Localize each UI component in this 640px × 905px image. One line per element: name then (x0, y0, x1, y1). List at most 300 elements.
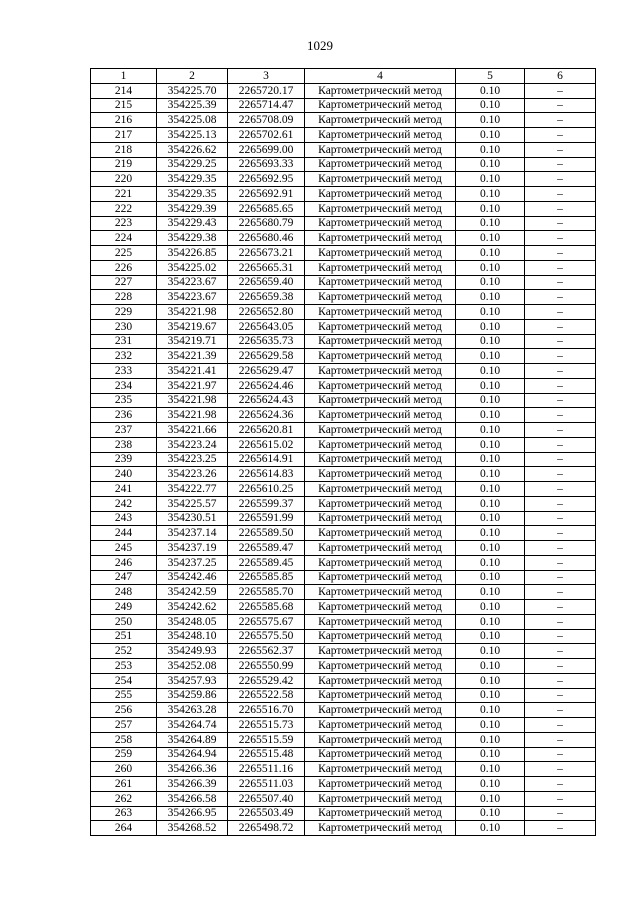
y-coordinate-cell: 2265589.45 (228, 555, 305, 570)
y-coordinate-cell: 2265511.16 (228, 762, 305, 777)
point-number-cell: 224 (91, 231, 157, 246)
accuracy-cell: 0.10 (456, 541, 525, 556)
table-row (91, 231, 596, 246)
table-row (91, 260, 596, 275)
method-cell: Картометрический метод (305, 378, 456, 393)
y-coordinate-cell: 2265635.73 (228, 334, 305, 349)
accuracy-cell: 0.10 (456, 703, 525, 718)
method-cell: Картометрический метод (305, 600, 456, 615)
point-number-cell: 228 (91, 290, 157, 305)
note-cell: – (525, 555, 596, 570)
table-row (91, 747, 596, 762)
note-cell: – (525, 747, 596, 762)
y-coordinate-cell: 2265680.79 (228, 216, 305, 231)
accuracy-cell: 0.10 (456, 526, 525, 541)
note-cell: – (525, 349, 596, 364)
point-number-cell: 254 (91, 673, 157, 688)
note-cell: – (525, 423, 596, 438)
table-row (91, 688, 596, 703)
accuracy-cell: 0.10 (456, 570, 525, 585)
y-coordinate-cell: 2265550.99 (228, 659, 305, 674)
point-number-cell: 223 (91, 216, 157, 231)
accuracy-cell: 0.10 (456, 98, 525, 113)
point-number-cell: 248 (91, 585, 157, 600)
y-coordinate-cell: 2265585.85 (228, 570, 305, 585)
point-number-cell: 245 (91, 541, 157, 556)
method-cell: Картометрический метод (305, 290, 456, 305)
x-coordinate-cell: 354229.35 (157, 187, 228, 202)
x-coordinate-cell: 354226.85 (157, 246, 228, 261)
x-coordinate-cell: 354259.86 (157, 688, 228, 703)
table-row (91, 541, 596, 556)
method-cell: Картометрический метод (305, 83, 456, 98)
accuracy-cell: 0.10 (456, 231, 525, 246)
method-cell: Картометрический метод (305, 113, 456, 128)
x-coordinate-cell: 354266.95 (157, 806, 228, 821)
note-cell: – (525, 290, 596, 305)
note-cell: – (525, 157, 596, 172)
point-number-cell: 260 (91, 762, 157, 777)
table-header-row (91, 69, 596, 84)
point-number-cell: 242 (91, 496, 157, 511)
accuracy-cell: 0.10 (456, 319, 525, 334)
y-coordinate-cell: 2265702.61 (228, 128, 305, 143)
y-coordinate-cell: 2265585.70 (228, 585, 305, 600)
accuracy-cell: 0.10 (456, 482, 525, 497)
method-cell: Картометрический метод (305, 142, 456, 157)
y-coordinate-cell: 2265614.91 (228, 452, 305, 467)
accuracy-cell: 0.10 (456, 452, 525, 467)
y-coordinate-cell: 2265575.67 (228, 614, 305, 629)
x-coordinate-cell: 354223.67 (157, 290, 228, 305)
accuracy-cell: 0.10 (456, 142, 525, 157)
method-cell: Картометрический метод (305, 157, 456, 172)
point-number-cell: 256 (91, 703, 157, 718)
method-cell: Картометрический метод (305, 585, 456, 600)
x-coordinate-cell: 354225.13 (157, 128, 228, 143)
method-cell: Картометрический метод (305, 511, 456, 526)
note-cell: – (525, 305, 596, 320)
table-row (91, 570, 596, 585)
column-header: 1 (91, 69, 157, 84)
point-number-cell: 232 (91, 349, 157, 364)
note-cell: – (525, 437, 596, 452)
note-cell: – (525, 393, 596, 408)
point-number-cell: 247 (91, 570, 157, 585)
coordinates-table (90, 68, 596, 836)
point-number-cell: 259 (91, 747, 157, 762)
point-number-cell: 241 (91, 482, 157, 497)
accuracy-cell: 0.10 (456, 128, 525, 143)
column-header: 5 (456, 69, 525, 84)
x-coordinate-cell: 354229.25 (157, 157, 228, 172)
x-coordinate-cell: 354221.97 (157, 378, 228, 393)
y-coordinate-cell: 2265685.65 (228, 201, 305, 216)
method-cell: Картометрический метод (305, 570, 456, 585)
x-coordinate-cell: 354237.19 (157, 541, 228, 556)
column-header: 4 (305, 69, 456, 84)
x-coordinate-cell: 354242.62 (157, 600, 228, 615)
note-cell: – (525, 806, 596, 821)
y-coordinate-cell: 2265620.81 (228, 423, 305, 438)
point-number-cell: 251 (91, 629, 157, 644)
point-number-cell: 233 (91, 364, 157, 379)
note-cell: – (525, 541, 596, 556)
note-cell: – (525, 511, 596, 526)
y-coordinate-cell: 2265589.47 (228, 541, 305, 556)
accuracy-cell: 0.10 (456, 688, 525, 703)
y-coordinate-cell: 2265615.02 (228, 437, 305, 452)
x-coordinate-cell: 354221.98 (157, 393, 228, 408)
note-cell: – (525, 231, 596, 246)
method-cell: Картометрический метод (305, 334, 456, 349)
table-row (91, 511, 596, 526)
method-cell: Картометрический метод (305, 555, 456, 570)
method-cell: Картометрический метод (305, 172, 456, 187)
y-coordinate-cell: 2265692.95 (228, 172, 305, 187)
table-row (91, 673, 596, 688)
table-row (91, 113, 596, 128)
point-number-cell: 221 (91, 187, 157, 202)
note-cell: – (525, 408, 596, 423)
table-row (91, 659, 596, 674)
x-coordinate-cell: 354242.59 (157, 585, 228, 600)
note-cell: – (525, 83, 596, 98)
x-coordinate-cell: 354257.93 (157, 673, 228, 688)
note-cell: – (525, 644, 596, 659)
accuracy-cell: 0.10 (456, 423, 525, 438)
table-row (91, 806, 596, 821)
note-cell: – (525, 688, 596, 703)
table-row (91, 496, 596, 511)
accuracy-cell: 0.10 (456, 629, 525, 644)
accuracy-cell: 0.10 (456, 216, 525, 231)
x-coordinate-cell: 354225.39 (157, 98, 228, 113)
note-cell: – (525, 732, 596, 747)
method-cell: Картометрический метод (305, 98, 456, 113)
note-cell: – (525, 98, 596, 113)
note-cell: – (525, 791, 596, 806)
table-row (91, 201, 596, 216)
table-row (91, 614, 596, 629)
method-cell: Картометрический метод (305, 260, 456, 275)
accuracy-cell: 0.10 (456, 364, 525, 379)
method-cell: Картометрический метод (305, 821, 456, 836)
table-row (91, 791, 596, 806)
y-coordinate-cell: 2265589.50 (228, 526, 305, 541)
point-number-cell: 220 (91, 172, 157, 187)
note-cell: – (525, 275, 596, 290)
x-coordinate-cell: 354237.25 (157, 555, 228, 570)
y-coordinate-cell: 2265643.05 (228, 319, 305, 334)
method-cell: Картометрический метод (305, 364, 456, 379)
accuracy-cell: 0.10 (456, 467, 525, 482)
x-coordinate-cell: 354229.38 (157, 231, 228, 246)
accuracy-cell: 0.10 (456, 378, 525, 393)
note-cell: – (525, 718, 596, 733)
table-row (91, 364, 596, 379)
note-cell: – (525, 496, 596, 511)
y-coordinate-cell: 2265610.25 (228, 482, 305, 497)
method-cell: Картометрический метод (305, 246, 456, 261)
method-cell: Картометрический метод (305, 128, 456, 143)
note-cell: – (525, 482, 596, 497)
point-number-cell: 217 (91, 128, 157, 143)
table-row (91, 216, 596, 231)
y-coordinate-cell: 2265529.42 (228, 673, 305, 688)
note-cell: – (525, 777, 596, 792)
method-cell: Картометрический метод (305, 629, 456, 644)
point-number-cell: 218 (91, 142, 157, 157)
note-cell: – (525, 526, 596, 541)
point-number-cell: 243 (91, 511, 157, 526)
y-coordinate-cell: 2265515.59 (228, 732, 305, 747)
accuracy-cell: 0.10 (456, 644, 525, 659)
method-cell: Картометрический метод (305, 305, 456, 320)
point-number-cell: 238 (91, 437, 157, 452)
note-cell: – (525, 113, 596, 128)
x-coordinate-cell: 354266.39 (157, 777, 228, 792)
note-cell: – (525, 703, 596, 718)
point-number-cell: 252 (91, 644, 157, 659)
y-coordinate-cell: 2265629.47 (228, 364, 305, 379)
table-body (91, 83, 596, 835)
note-cell: – (525, 319, 596, 334)
x-coordinate-cell: 354229.43 (157, 216, 228, 231)
point-number-cell: 264 (91, 821, 157, 836)
point-number-cell: 250 (91, 614, 157, 629)
point-number-cell: 222 (91, 201, 157, 216)
y-coordinate-cell: 2265624.36 (228, 408, 305, 423)
accuracy-cell: 0.10 (456, 585, 525, 600)
note-cell: – (525, 452, 596, 467)
column-header: 2 (157, 69, 228, 84)
x-coordinate-cell: 354229.35 (157, 172, 228, 187)
method-cell: Картометрический метод (305, 659, 456, 674)
table-row (91, 452, 596, 467)
y-coordinate-cell: 2265522.58 (228, 688, 305, 703)
point-number-cell: 216 (91, 113, 157, 128)
point-number-cell: 257 (91, 718, 157, 733)
accuracy-cell: 0.10 (456, 305, 525, 320)
method-cell: Картометрический метод (305, 482, 456, 497)
point-number-cell: 215 (91, 98, 157, 113)
table-row (91, 732, 596, 747)
point-number-cell: 258 (91, 732, 157, 747)
table-row (91, 585, 596, 600)
note-cell: – (525, 659, 596, 674)
note-cell: – (525, 467, 596, 482)
accuracy-cell: 0.10 (456, 334, 525, 349)
x-coordinate-cell: 354225.08 (157, 113, 228, 128)
table-row (91, 526, 596, 541)
y-coordinate-cell: 2265673.21 (228, 246, 305, 261)
accuracy-cell: 0.10 (456, 83, 525, 98)
table-row (91, 467, 596, 482)
y-coordinate-cell: 2265692.91 (228, 187, 305, 202)
y-coordinate-cell: 2265624.46 (228, 378, 305, 393)
accuracy-cell: 0.10 (456, 113, 525, 128)
note-cell: – (525, 821, 596, 836)
method-cell: Картометрический метод (305, 216, 456, 231)
note-cell: – (525, 600, 596, 615)
accuracy-cell: 0.10 (456, 821, 525, 836)
note-cell: – (525, 187, 596, 202)
point-number-cell: 253 (91, 659, 157, 674)
y-coordinate-cell: 2265699.00 (228, 142, 305, 157)
point-number-cell: 234 (91, 378, 157, 393)
method-cell: Картометрический метод (305, 732, 456, 747)
x-coordinate-cell: 354223.26 (157, 467, 228, 482)
x-coordinate-cell: 354268.52 (157, 821, 228, 836)
point-number-cell: 230 (91, 319, 157, 334)
point-number-cell: 225 (91, 246, 157, 261)
method-cell: Картометрический метод (305, 275, 456, 290)
table-row (91, 334, 596, 349)
note-cell: – (525, 216, 596, 231)
table-row (91, 703, 596, 718)
accuracy-cell: 0.10 (456, 600, 525, 615)
table-row (91, 600, 596, 615)
x-coordinate-cell: 354223.25 (157, 452, 228, 467)
accuracy-cell: 0.10 (456, 187, 525, 202)
accuracy-cell: 0.10 (456, 437, 525, 452)
accuracy-cell: 0.10 (456, 157, 525, 172)
method-cell: Картометрический метод (305, 526, 456, 541)
y-coordinate-cell: 2265511.03 (228, 777, 305, 792)
accuracy-cell: 0.10 (456, 408, 525, 423)
x-coordinate-cell: 354230.51 (157, 511, 228, 526)
method-cell: Картометрический метод (305, 452, 456, 467)
note-cell: – (525, 142, 596, 157)
point-number-cell: 263 (91, 806, 157, 821)
method-cell: Картометрический метод (305, 762, 456, 777)
y-coordinate-cell: 2265585.68 (228, 600, 305, 615)
point-number-cell: 227 (91, 275, 157, 290)
accuracy-cell: 0.10 (456, 172, 525, 187)
x-coordinate-cell: 354248.10 (157, 629, 228, 644)
point-number-cell: 231 (91, 334, 157, 349)
note-cell: – (525, 585, 596, 600)
accuracy-cell: 0.10 (456, 349, 525, 364)
method-cell: Картометрический метод (305, 201, 456, 216)
table-row (91, 187, 596, 202)
y-coordinate-cell: 2265665.31 (228, 260, 305, 275)
accuracy-cell: 0.10 (456, 732, 525, 747)
y-coordinate-cell: 2265562.37 (228, 644, 305, 659)
method-cell: Картометрический метод (305, 644, 456, 659)
y-coordinate-cell: 2265515.73 (228, 718, 305, 733)
method-cell: Картометрический метод (305, 423, 456, 438)
table-row (91, 644, 596, 659)
note-cell: – (525, 629, 596, 644)
y-coordinate-cell: 2265515.48 (228, 747, 305, 762)
method-cell: Картометрический метод (305, 688, 456, 703)
note-cell: – (525, 762, 596, 777)
y-coordinate-cell: 2265624.43 (228, 393, 305, 408)
x-coordinate-cell: 354223.67 (157, 275, 228, 290)
table-row (91, 762, 596, 777)
point-number-cell: 239 (91, 452, 157, 467)
y-coordinate-cell: 2265652.80 (228, 305, 305, 320)
method-cell: Картометрический метод (305, 231, 456, 246)
method-cell: Картометрический метод (305, 614, 456, 629)
x-coordinate-cell: 354219.67 (157, 319, 228, 334)
x-coordinate-cell: 354263.28 (157, 703, 228, 718)
x-coordinate-cell: 354221.98 (157, 408, 228, 423)
accuracy-cell: 0.10 (456, 673, 525, 688)
table-row (91, 777, 596, 792)
x-coordinate-cell: 354266.58 (157, 791, 228, 806)
note-cell: – (525, 260, 596, 275)
x-coordinate-cell: 354222.77 (157, 482, 228, 497)
table-row (91, 98, 596, 113)
y-coordinate-cell: 2265614.83 (228, 467, 305, 482)
table-row (91, 172, 596, 187)
method-cell: Картометрический метод (305, 408, 456, 423)
x-coordinate-cell: 354221.39 (157, 349, 228, 364)
y-coordinate-cell: 2265693.33 (228, 157, 305, 172)
method-cell: Картометрический метод (305, 703, 456, 718)
table-row (91, 408, 596, 423)
x-coordinate-cell: 354264.89 (157, 732, 228, 747)
point-number-cell: 219 (91, 157, 157, 172)
note-cell: – (525, 334, 596, 349)
note-cell: – (525, 570, 596, 585)
point-number-cell: 214 (91, 83, 157, 98)
x-coordinate-cell: 354229.39 (157, 201, 228, 216)
method-cell: Картометрический метод (305, 791, 456, 806)
x-coordinate-cell: 354221.98 (157, 305, 228, 320)
table-row (91, 319, 596, 334)
accuracy-cell: 0.10 (456, 747, 525, 762)
accuracy-cell: 0.10 (456, 777, 525, 792)
point-number-cell: 261 (91, 777, 157, 792)
x-coordinate-cell: 354219.71 (157, 334, 228, 349)
method-cell: Картометрический метод (305, 747, 456, 762)
y-coordinate-cell: 2265591.99 (228, 511, 305, 526)
y-coordinate-cell: 2265629.58 (228, 349, 305, 364)
y-coordinate-cell: 2265708.09 (228, 113, 305, 128)
point-number-cell: 244 (91, 526, 157, 541)
note-cell: – (525, 172, 596, 187)
column-header: 3 (228, 69, 305, 84)
x-coordinate-cell: 354226.62 (157, 142, 228, 157)
table-row (91, 305, 596, 320)
accuracy-cell: 0.10 (456, 201, 525, 216)
table-row (91, 349, 596, 364)
table-row (91, 246, 596, 261)
accuracy-cell: 0.10 (456, 555, 525, 570)
table-row (91, 378, 596, 393)
table-row (91, 423, 596, 438)
table-row (91, 128, 596, 143)
y-coordinate-cell: 2265503.49 (228, 806, 305, 821)
page-number: 1029 (307, 38, 333, 53)
x-coordinate-cell: 354223.24 (157, 437, 228, 452)
note-cell: – (525, 246, 596, 261)
method-cell: Картометрический метод (305, 349, 456, 364)
accuracy-cell: 0.10 (456, 496, 525, 511)
point-number-cell: 255 (91, 688, 157, 703)
y-coordinate-cell: 2265516.70 (228, 703, 305, 718)
accuracy-cell: 0.10 (456, 791, 525, 806)
note-cell: – (525, 364, 596, 379)
accuracy-cell: 0.10 (456, 718, 525, 733)
y-coordinate-cell: 2265714.47 (228, 98, 305, 113)
note-cell: – (525, 673, 596, 688)
x-coordinate-cell: 354264.74 (157, 718, 228, 733)
